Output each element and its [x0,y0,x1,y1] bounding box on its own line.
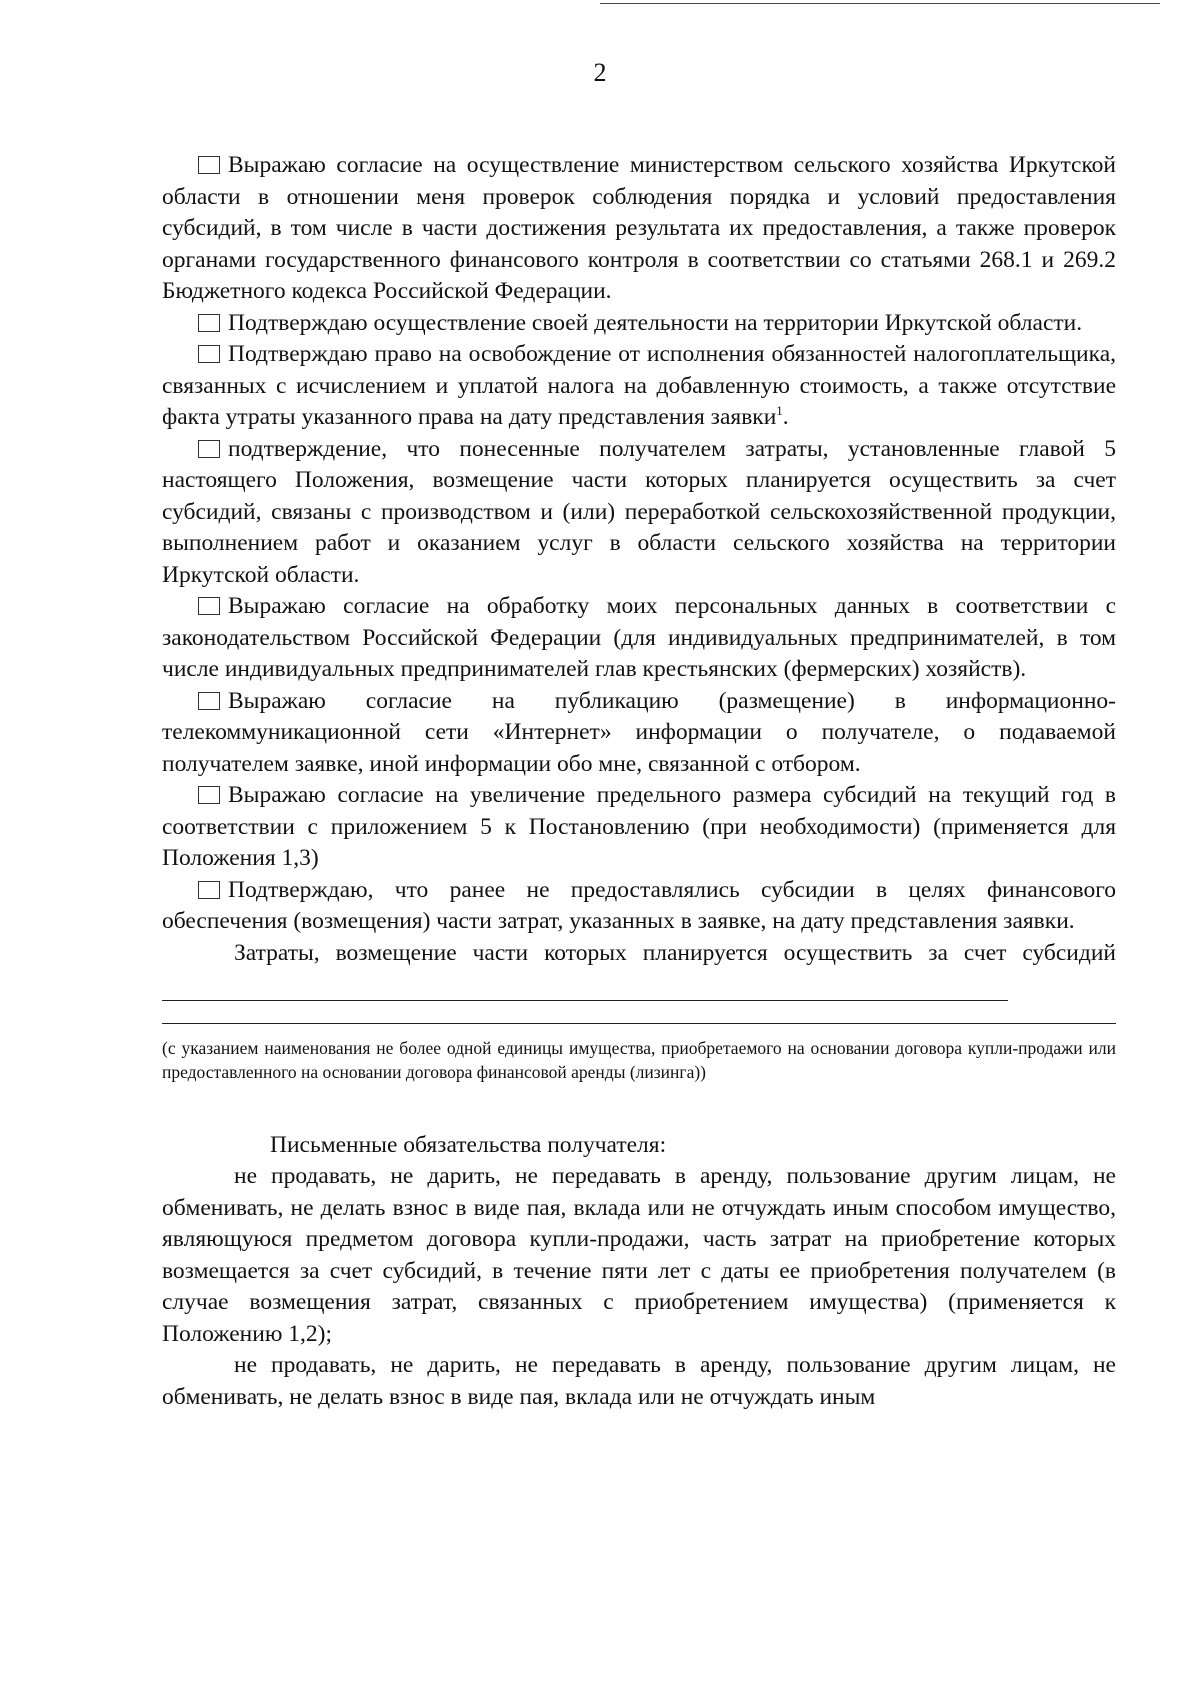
consent-item-no-prior-subsidies: Подтверждаю, что ранее не предоставлялись субсидии в целях финансового обеспечения (возмещения) части затрат, указанных в заявке, на дату представления заявки. [162,876,1116,934]
page-number: 2 [593,58,607,87]
consent-item-subsidy-increase: Выражаю согласие на увеличение предельного размера субсидий на текущий год в соответствии с приложением 5 к Постановлению (при необходимости) (применяется для Положения 1,3) [162,782,1116,871]
obligations-heading: Письменные обязательства получателя: [270,1131,667,1158]
checkbox[interactable] [198,345,220,363]
document-body [162,150,1116,1413]
checkbox[interactable] [198,597,220,615]
obligation-item: не продавать, не дарить, не передавать в аренду, пользование другим лицам, не обменивать, не делать взнос в виде пая, вклада или не отчуждать иным способом имущество, являющуюся предметом договора купли-продажи, часть затрат на приобретение которых возмещается за счет субсидий, в течение пяти лет с даты ее приобретения получателем (в случае возмещения затрат, связанных с приобретением имущества) (применяется к Положению 1,2); [162,1163,1116,1347]
checkbox[interactable] [198,692,220,710]
costs-input-line[interactable] [162,976,1008,1001]
checkbox[interactable] [198,786,220,804]
costs-note: (с указанием наименования не более одной единицы имущества, приобретаемого на основании договора купли-продажи или предоставленного на основании договора финансовой аренды (лизинга)) [162,1037,1116,1082]
consent-item-vat: Подтверждаю право на освобождение от исполнения обязанностей налогоплательщика, связанных с исчислением и уплатой налога на добавленную стоимость, а также отсутствие факта утраты указанного права на дату представления заявки$^1$. [162,341,1116,430]
costs-paragraph: Затраты, возмещение части которых планируется осуществить за счет субсидий [162,938,1116,1001]
checkbox[interactable] [198,881,220,899]
checkbox[interactable] [198,440,220,458]
consent-item-personal-data: Выражаю согласие на обработку моих персональных данных в соответствии с законодательством Российской Федерации (для индивидуальных предпринимателей, в том числе индивидуальных предпринимателей глав крестьянских (фермерских) хозяйств). [162,593,1116,682]
costs-input-line-2[interactable] [162,1001,1116,1024]
consent-item-territory: Подтверждаю осуществление своей деятельности на территории Иркутской области. [162,308,1116,340]
checkbox[interactable] [198,314,220,332]
consent-item-costs-confirmation: подтверждение, что понесенные получателем затраты, установленные главой 5 настоящего Положения, возмещение части которых планируется осуществить за счет субсидий, связаны с производством и (или) переработкой сельскохозяйственной продукции, выполнением работ и оказанием услуг в области сельского хозяйства на территории Иркутской области. [162,435,1116,588]
obligation-item: не продавать, не дарить, не передавать в аренду, пользование другим лицам, не обменивать, не делать взнос в виде пая, вклада или не отчуждать иным [162,1352,1116,1410]
consent-item-inspections: Выражаю согласие на осуществление министерством сельского хозяйства Иркутской области в отношении меня проверок соблюдения порядка и условий предоставления субсидий, в том числе в части достижения результата их предоставления, а также проверок органами государственного финансового контроля в соответствии со статьями 268.1 и 269.2 Бюджетного кодекса Российской Федерации. [162,152,1116,304]
scan-edge-line [600,3,1160,4]
checkbox[interactable] [198,156,220,174]
consent-item-publication: Выражаю согласие на публикацию (размещение) в информационно-телекоммуникационной сети «Интернет» информации о получателе, о подаваемой получателем заявке, иной информации обо мне, связанной с отбором. [162,687,1116,777]
footnote-mark: 1 [776,403,783,419]
